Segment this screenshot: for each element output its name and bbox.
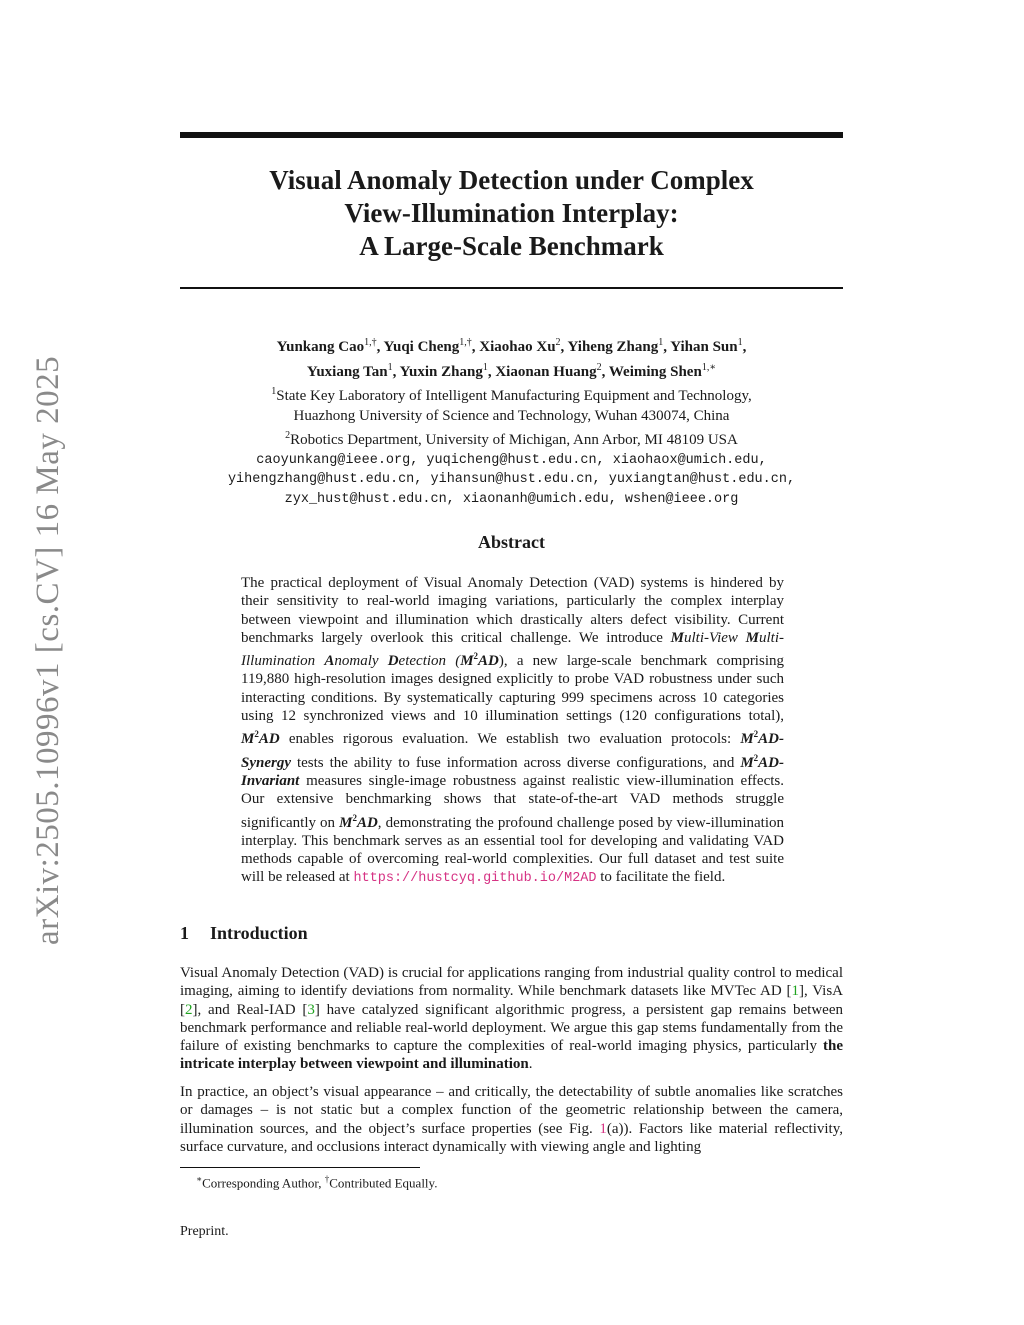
author-name: Xiaohao Xu — [479, 339, 556, 355]
abstract-heading: Abstract — [478, 532, 545, 552]
footnote-rule — [180, 1167, 420, 1168]
m2ad-synergy: AD-Synergy — [241, 731, 784, 771]
acronym-letter: M — [670, 629, 685, 646]
author-sup: 2 — [555, 337, 561, 348]
affil-text: Robotics Department, University of Michigan, Ann Arbor, MI 48109 USA — [290, 432, 738, 448]
arxiv-stamp: arXiv:2505.10996v1 [cs.CV] 16 May 2025 — [30, 355, 66, 945]
m2ad-sup: 2 — [753, 729, 759, 740]
author-sup: 1 — [482, 361, 488, 373]
m2ad-sup: 2 — [753, 752, 759, 763]
abstract-text: tests the ability to fuse information across diverse configurations, and — [291, 754, 741, 771]
citation-link[interactable]: 1 — [791, 983, 799, 1000]
author-sup: 1 — [658, 337, 664, 348]
email-line-1: caoyunkang@ieee.org, yuqicheng@hust.edu.cn, xiaohaox@umich.edu, — [256, 452, 767, 468]
preprint-label: Preprint. — [180, 1224, 229, 1239]
author-sup: 2 — [596, 361, 602, 373]
para-text: ] have catalyzed significant algorithmic progress, a persistent gap remains between benchmark performance and reliable real-world deployment. We argue this gap stems fundamentally from the failure of existing benchmarks to capture the complexities of real-world imaging physics, particularly — [180, 1001, 843, 1055]
author-name: Yiheng Zhang — [567, 339, 659, 355]
author-sup: 1 — [737, 337, 743, 348]
email-line-3: zyx_hust@hust.edu.cn, xiaonanh@umich.edu, wshen@ieee.org — [284, 491, 739, 507]
footnote-sup: † — [324, 1174, 330, 1184]
author-sup: 1,∗ — [701, 361, 717, 373]
affil-sup: 1 — [271, 386, 277, 397]
citation-link[interactable]: 2 — [185, 1001, 193, 1018]
footnote-text: Contributed Equally. — [329, 1175, 438, 1191]
para-text: . — [528, 1056, 533, 1073]
author-line-1: Yunkang Cao$^{1,\dagger}$, Yuqi Cheng$^{1,\dagger}$, Xiaohao Xu$^2$, Yiheng Zhang$^1$, Yihan Sun$^1$, — [276, 337, 747, 355]
figure-ref-link[interactable]: 1 — [599, 1120, 607, 1137]
project-url-link[interactable]: https://hustcyq.github.io/M2AD — [353, 871, 597, 887]
abstract-body — [241, 574, 784, 889]
acronym-letter: A — [324, 653, 335, 670]
author-name: Xiaonan Huang — [495, 363, 597, 380]
m2ad-m: M — [460, 653, 474, 670]
m2ad-ad: AD — [258, 731, 280, 748]
intro-paragraph-2 — [180, 1083, 843, 1156]
author-block — [150, 333, 873, 509]
footnote — [196, 1174, 437, 1191]
m2ad-m: M — [339, 814, 353, 831]
abstract-text: to facilitate the field. — [596, 869, 726, 886]
author-name: Yuxiang Tan — [306, 363, 388, 380]
abstract-text: nomaly — [334, 653, 388, 670]
abstract-text: ulti-Illumination — [241, 629, 784, 670]
m2ad-ad: AD — [478, 653, 499, 670]
paper-title — [180, 164, 843, 263]
affil-text: State Key Laboratory of Intelligent Manufacturing Equipment and Technology, — [276, 388, 752, 404]
para-text: In practice, an object’s visual appearance – and critically, the detectability of subtle anomalies like scratches or damages – is not static but a complex function of the geometric relationship between the camera, illumination sources, and the object’s surface properties (see Fig. — [180, 1084, 843, 1137]
m2ad-sup: 2 — [352, 812, 357, 823]
abstract-text: The practical deployment of Visual Anomaly Detection (VAD) systems is hindered by their sensitivity to real-world imaging variations, particularly the complex interplay between viewpoint and illumination which drastically alters defect visibility. Current benchmarks largely overlook this critical challenge. We introduce — [241, 575, 784, 646]
section-title: Introduction — [210, 923, 308, 943]
author-sup: 1 — [387, 361, 393, 373]
intro-paragraph-1 — [180, 964, 843, 1074]
abstract-text: ), a new large-scale benchmark comprising 119,880 high-resolution images designed explicitly to probe VAD robustness under such interacting conditions. By systematically capturing 999 specimens across 10 categories using 12 synchronized views and 10 illumination settings (120 configurations total), — [241, 653, 784, 725]
m2ad-m: M — [740, 731, 754, 748]
acronym-letter: D — [387, 653, 399, 670]
title-line-3: A Large-Scale Benchmark — [359, 231, 664, 261]
title-top-rule — [180, 132, 843, 138]
author-name: Weiming Shen — [608, 363, 702, 380]
m2ad-m: M — [740, 754, 754, 771]
affil-sup: 2 — [285, 430, 291, 441]
affiliation-1-cont: Huazhong University of Science and Technology, Wuhan 430074, China — [293, 407, 730, 424]
affiliation-1 — [150, 382, 873, 407]
abstract-text: measures single-image robustness against realistic view-illumination effects. Our extensive benchmarking shows that state-of-the-art VAD methods struggle significantly on — [241, 772, 784, 831]
title-line-2: View-Illumination Interplay: — [344, 198, 679, 228]
abstract-text: enables rigorous evaluation. We establish two evaluation protocols: — [279, 731, 741, 748]
abstract-text: ulti-View — [684, 629, 746, 646]
m2ad-m: M — [241, 731, 255, 748]
m2ad-sup: 2 — [473, 651, 479, 662]
para-text: (a)). Factors like material reflectivity, surface curvature, and occlusions interact dynamically with viewing angle and lighting — [180, 1120, 843, 1155]
author-sup: 1,† — [364, 337, 377, 348]
email-line-2: yihengzhang@hust.edu.cn, yihansun@hust.edu.cn, yuxiangtan@hust.edu.cn, — [227, 472, 796, 487]
citation-link[interactable]: 3 — [307, 1001, 315, 1018]
footnote-text: Corresponding Author, — [202, 1175, 325, 1191]
section-number: 1 — [180, 923, 189, 943]
bold-phrase: the intricate interplay between viewpoint and illumination — [180, 1038, 843, 1073]
author-name: Yuqi Cheng — [383, 339, 460, 355]
title-line-1: Visual Anomaly Detection under Complex — [269, 165, 754, 195]
para-text: ], and Real-IAD [ — [192, 1001, 308, 1018]
section-heading-introduction — [180, 923, 308, 944]
m2ad-ad: AD — [356, 814, 378, 831]
footnote-sup: ∗ — [196, 1174, 203, 1184]
author-name: Yihan Sun — [670, 339, 738, 355]
abstract-text: etection ( — [398, 653, 461, 670]
para-text: ], VisA [ — [180, 983, 843, 1018]
para-text: Visual Anomaly Detection (VAD) is crucial for applications ranging from industrial quality control to medical imaging, aiming to identify deviations from normality. While benchmark datasets like MVTec AD [ — [180, 965, 843, 1000]
author-name: Yunkang Cao — [276, 339, 365, 355]
m2ad-sup: 2 — [254, 729, 259, 740]
author-sup: 1,† — [459, 337, 472, 348]
author-name: Yuxin Zhang — [399, 363, 483, 380]
affiliation-2 — [150, 426, 873, 451]
m2ad-invariant: AD-Invariant — [241, 754, 784, 789]
acronym-letter: M — [745, 629, 759, 646]
author-line-2: Yuxiang Tan$^1$, Yuxin Zhang$^1$, Xiaonan Huang$^2$, Weiming Shen$^{1,∗}$ — [306, 361, 717, 380]
abstract-text: , demonstrating the profound challenge posed by view-illumination interplay. This benchmark serves as an essential tool for developing and validating VAD methods capable of overcoming real-world complexities. Our full dataset and test suite will be released at — [241, 814, 784, 886]
title-bottom-rule — [180, 287, 843, 289]
